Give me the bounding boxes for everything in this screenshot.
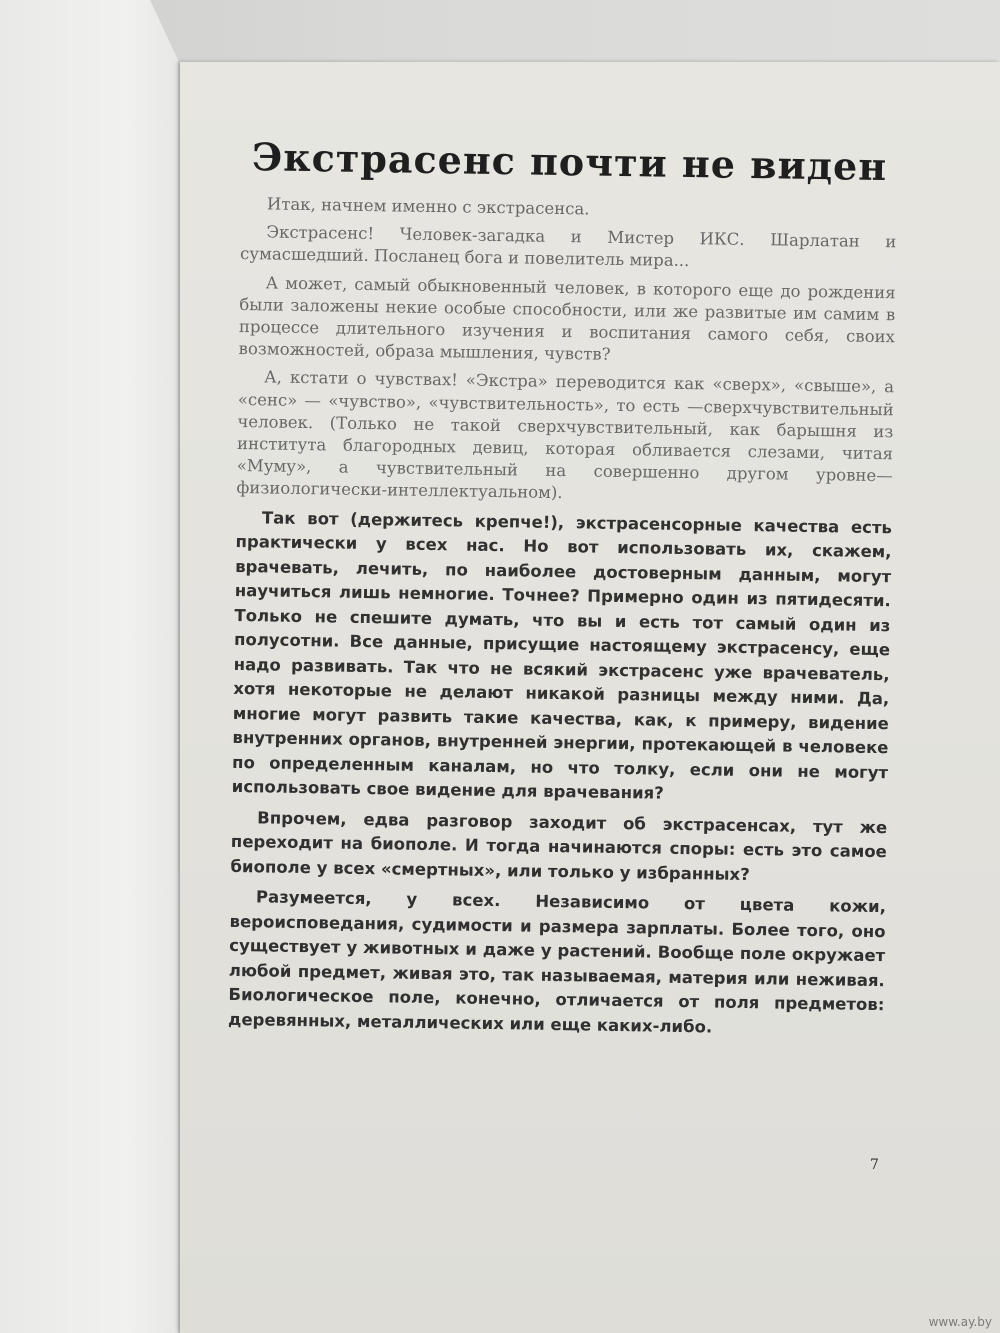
book-page xyxy=(180,62,1000,1333)
watermark-text: www.ay.by xyxy=(928,1315,992,1329)
page-number: 7 xyxy=(870,1157,879,1173)
paragraph-6: Впрочем, едва разговор заходит об экстрасенсах, тут же переходит на биополе. И тогда начинаются споры: есть это самое биополе у всех «смертных», или только у избранных? xyxy=(230,807,888,884)
paragraph-1: Итак, начнем именно с экстрасенса. xyxy=(266,194,590,219)
paragraph-3: А может, самый обыкновенный человек, в которого еще до рождения были заложены некие особые способности, или же развитые им самим в процессе длительного изучения и воспитания самого себя, своих возможностей, образа мышления, чувств? xyxy=(238,273,896,365)
paragraph-2: Экстрасенс! Человек-загадка и Мистер ИКС. Шарлатан и сумасшедший. Посланец бога и повелитель мира... xyxy=(239,222,897,271)
paragraph-4: А, кстати о чувствах! «Экстра» переводится как «сверх», «свыше», а «сенс» — «чувство», «чувствительность», то есть —сверхчувствительный человек. (Только не такой сверхчувствительный, как барышня из института благородных девиц, которая обливается слезами, читая «Муму», а чувствительный на совершенно другом уровне—физиологически-интеллектуальном). xyxy=(236,367,895,503)
chapter-title: Экстрасенс почти не виден xyxy=(251,134,888,190)
paragraph-5: Так вот (держитесь крепче!), экстрасенсорные качества есть практически у всех нас. Но вот использовать их, скажем, врачевать, лечить, по наиболее достоверным данным, могут научиться лишь немногие. Точнее? Примерно один из пятидесяти. Только не спешите думать, что вы и есть тот самый один из полусотни. Все данные, присущие настоящему экстрасенсу, еще надо развивать. Так что не всякий экстрасенс уже врачеватель, хотя некоторые не делают никакой разницы между ними. Да, многие могут развить такие качества, как, к примеру, видение внутренних органов, внутренней энергии, протекающей в человеке по определенным каналам, но что толку, если они не могут использовать свое видение для врачевания? xyxy=(231,508,893,803)
page-text-block xyxy=(228,134,898,1048)
previous-page xyxy=(0,0,178,1333)
paragraph-7: Разумеется, у всех. Независимо от цвета кожи, вероисповедания, судимости и размера зарплаты. Более того, оно существует у животных и даже у растений. Вообще поле окружает любой предмет, живая это, так называемая, материя или неживая. Биологическое поле, конечно, отличается от поля предметов: деревянных, металлических или еще каких-либо. xyxy=(227,887,887,1037)
